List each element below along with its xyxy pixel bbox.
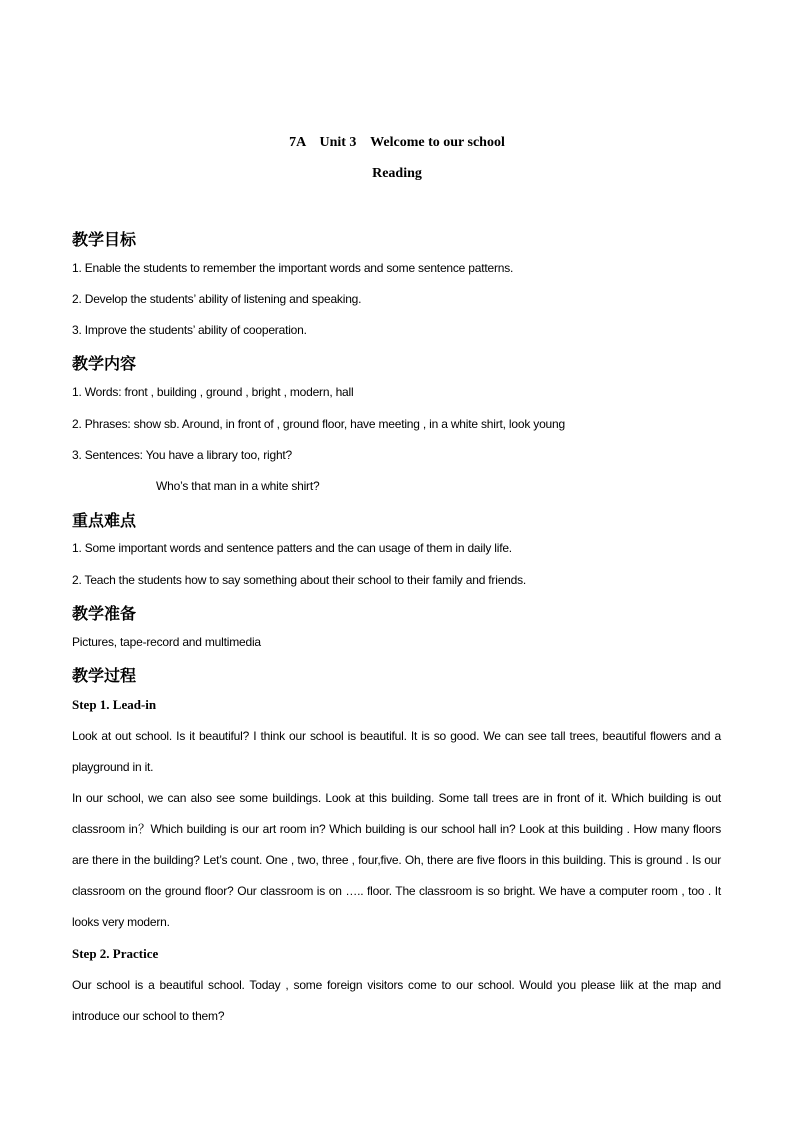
objective-item: 2. Develop the students’ ability of listening and speaking.: [72, 292, 362, 306]
step-2-title: Step 2. Practice: [72, 946, 159, 961]
step-1-title: Step 1. Lead-in: [72, 697, 157, 712]
heading-key-points: 重点难点: [72, 511, 137, 530]
key-point-item: 1. Some important words and sentence patters and the can usage of them in daily life.: [72, 541, 512, 555]
step-1-paragraph: Look at out school. Is it beautiful? I think our school is beautiful. It is so good. We can see tall trees, beautiful flowers and a playground in it.: [72, 729, 721, 774]
key-point-item: 2. Teach the students how to say something about their school to their family and friends.: [72, 573, 527, 587]
content-item: 2. Phrases: show sb. Around, in front of , ground floor, have meeting , in a white shirt, look young: [72, 417, 565, 431]
content-item: 1. Words: front , building , ground , bright , modern, hall: [72, 385, 354, 399]
content-item: Who’s that man in a white shirt?: [156, 479, 320, 493]
preparation-text: Pictures, tape-record and multimedia: [72, 635, 261, 649]
objective-item: 1. Enable the students to remember the important words and some sentence patterns.: [72, 261, 514, 275]
step-2-paragraph: Our school is a beautiful school. Today , some foreign visitors come to our school. Would you please liik at the map and introduce our school to them?: [72, 978, 721, 1023]
heading-preparation: 教学准备: [72, 604, 137, 623]
heading-process: 教学过程: [72, 666, 137, 685]
document-title: 7A Unit 3 Welcome to our school: [289, 135, 505, 150]
heading-content: 教学内容: [72, 354, 137, 373]
objective-item: 3. Improve the students’ ability of cooperation.: [72, 323, 307, 337]
heading-objectives: 教学目标: [72, 230, 137, 249]
document-subtitle: Reading: [372, 166, 422, 181]
step-1-paragraph: In our school, we can also see some buildings. Look at this building. Some tall trees are in front of it. Which building is out classroom in？Which building is our art room in? Which building is our school hall in? Look at this building . How many floors are there in the building? Let’s count. One , two, three , four,five. Oh, there are five floors in this building. This is ground . Is our classroom on the ground floor? Our classroom is on ….. floor. The classroom is so bright. We have a computer room , too . It looks very modern.: [72, 791, 721, 929]
content-item: 3. Sentences: You have a library too, right?: [72, 448, 293, 462]
